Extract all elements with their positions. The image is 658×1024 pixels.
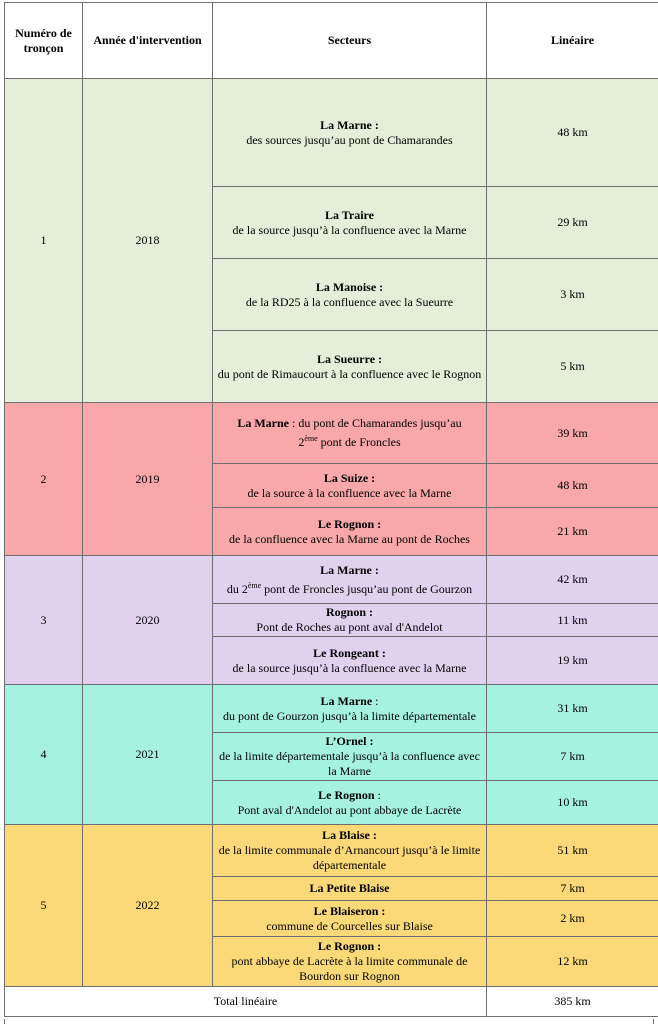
intervention-year: 2020 [83,556,213,685]
sector-first-line [217,416,482,431]
total-value: 385 km [487,987,658,1017]
sector-cell [213,79,487,187]
name-suffix: : [372,693,379,708]
sector-description: du pont de Rimaucourt à la confluence avec le Rognon [217,366,482,381]
group-3 [5,556,658,685]
sector-cell [213,937,487,987]
length-value: 19 km [487,637,658,685]
ordinal-number: 2 [298,435,305,449]
table-row [5,825,658,877]
sector-description: Pont aval d'Andelot au pont abbaye de Lacrète [237,802,462,817]
intervention-year: 2022 [83,825,213,987]
sector-cell [213,331,487,403]
intervention-year: 2021 [83,685,213,825]
group-1 [5,79,658,403]
river-name: Le Rongeant : [313,645,386,660]
sector-description-start: du 2 [226,581,248,596]
troncon-number: 3 [5,556,83,685]
river-name: La Marne : [320,117,379,132]
river-name: La Marne : [320,562,379,577]
sector-description: de la RD25 à la confluence avec la Sueurre [245,294,454,309]
table-row [5,79,658,187]
group-4 [5,685,658,825]
river-name: L’Ornel : [325,734,374,748]
river-name: Le Rognon : [317,939,382,953]
sector-cell [213,604,487,637]
river-name: Le Rognon [318,787,375,802]
length-value: 5 km [487,331,658,403]
river-name: Le Rognon : [317,516,382,531]
total-row [5,987,658,1017]
sector-cell [213,259,487,331]
length-value: 42 km [487,556,658,604]
table-continuation [4,1019,654,1024]
river-name: Rognon : [325,605,373,619]
group-5 [5,825,658,987]
group-2 [5,403,658,556]
table-row [5,685,658,733]
sector-cell [213,877,487,901]
sector-description: : du pont de Chamarandes jusqu’au [289,416,462,430]
header-secteurs: Secteurs [213,3,487,79]
length-value: 11 km [487,604,658,637]
river-name: La Marne [320,693,373,708]
troncon-number: 4 [5,685,83,825]
ordinal-suffix: ème [247,580,262,590]
river-name: La Suize : [323,470,376,485]
river-name: La Sueurre : [316,351,383,366]
total-label: Total linéaire [5,987,487,1017]
river-name: La Traire [325,207,374,222]
length-value: 3 km [487,259,658,331]
river-name: La Marne [237,416,289,430]
sector-description: de la source à la confluence avec la Marne [247,485,452,500]
sector-description: de la limite départementale jusqu’à la confluence avec la Marne [219,749,480,778]
sector-description: des sources jusqu’au pont de Chamarandes [246,132,453,147]
intervention-year: 2018 [83,79,213,403]
sector-cell [213,781,487,825]
length-value: 51 km [487,825,658,877]
troncon-number: 2 [5,403,83,556]
sector-description: pont abbaye de Lacrète à la limite communale de Bourdon sur Rognon [231,954,468,983]
length-value: 39 km [487,403,658,464]
sector-description: Pont de Roches au pont aval d'Andelot [256,620,443,634]
header-troncon: Numéro de tronçon [5,3,83,79]
sector-description: de la limite communale d’Arnancourt jusqu’à le limite départementale [218,843,481,872]
sector-cell [213,733,487,781]
length-value: 7 km [487,733,658,781]
length-value: 2 km [487,901,658,937]
intervention-year: 2019 [83,403,213,556]
length-value: 21 km [487,508,658,556]
length-value: 29 km [487,187,658,259]
sector-description: de la source jusqu’à la confluence avec la Marne [232,660,467,675]
troncon-number: 1 [5,79,83,403]
sectors-table [4,2,658,1017]
sector-cell [213,556,487,604]
sector-cell [213,901,487,937]
table-row [5,403,658,464]
length-value: 48 km [487,79,658,187]
sector-description-end: pont de Froncles [317,435,401,449]
length-value: 12 km [487,937,658,987]
troncon-number: 5 [5,825,83,987]
length-value: 48 km [487,464,658,508]
sector-description: du pont de Gourzon jusqu’à la limite départementale [223,708,476,723]
header-lineaire: Linéaire [487,3,658,79]
header-annee: Année d'intervention [83,3,213,79]
sector-description: de la source jusqu’à la confluence avec la Marne [232,222,467,237]
table-row [5,556,658,604]
sector-cell [213,464,487,508]
river-name: La Blaise : [322,828,377,842]
sector-description: de la confluence avec la Marne au pont de Roches [229,531,470,546]
name-suffix: : [374,787,381,802]
sector-cell [213,825,487,877]
length-value: 10 km [487,781,658,825]
river-name: Le Blaiseron : [313,903,386,918]
river-name: La Petite Blaise [309,881,390,895]
header-row [5,3,658,79]
ordinal-suffix: ème [304,434,318,443]
sector-second-line [217,431,482,450]
length-value: 31 km [487,685,658,733]
sector-cell [213,637,487,685]
river-name: La Manoise : [315,279,384,294]
sector-cell [213,508,487,556]
sector-description [217,578,482,597]
sector-description: commune de Courcelles sur Blaise [266,918,433,933]
sector-description-end: pont de Froncles jusqu’au pont de Gourzon [261,581,473,596]
sector-cell [213,685,487,733]
length-value: 7 km [487,877,658,901]
sector-cell [213,403,487,464]
sector-cell [213,187,487,259]
